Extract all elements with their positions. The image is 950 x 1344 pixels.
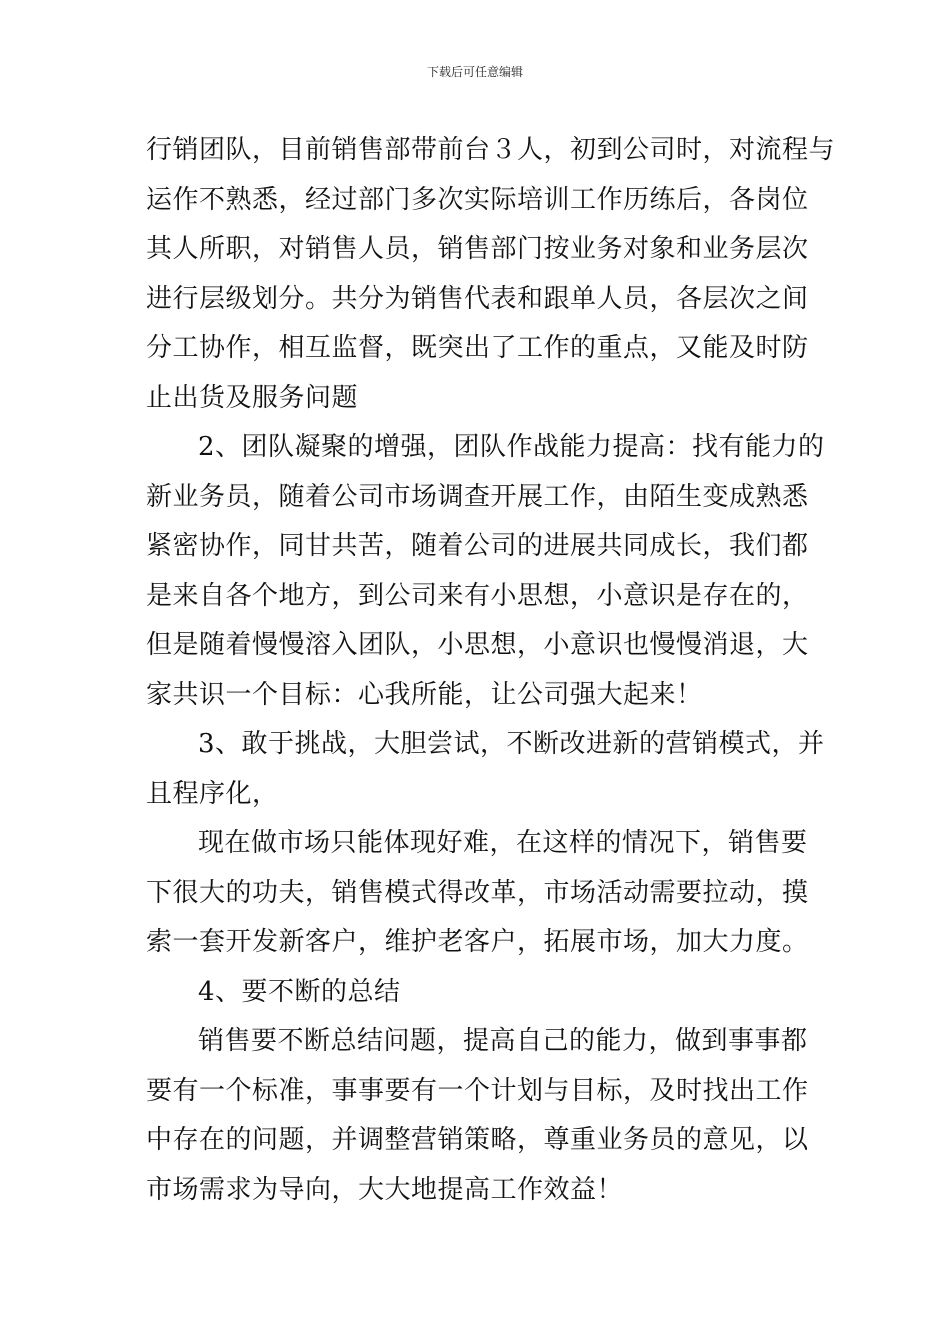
text-line: 进行层级划分。共分为销售代表和跟单人员，各层次之间 — [146, 283, 809, 314]
text-line: 紧密协作，同甘共苦，随着公司的进展共同成长，我们都 — [146, 531, 809, 561]
text-line: 但是随着慢慢溶入团队，小思想，小意识也慢慢消退，大 — [146, 630, 809, 660]
section-3-heading-line: 3、敢于挑战，大胆尝试，不断改进新的营销模式，并 — [198, 729, 825, 759]
section-2-heading-line: 2、团队凝聚的增强，团队作战能力提高：找有能力的 — [198, 432, 825, 462]
document-body — [146, 126, 836, 1215]
text-line: 家共识一个目标：心我所能，让公司强大起来！ — [146, 679, 703, 710]
text-line: 止出货及服务问题 — [146, 382, 359, 413]
text-line: 分工协作，相互监督，既突出了工作的重点，又能及时防 — [146, 333, 809, 363]
paragraph-start-line: 现在做市场只能体现好难，在这样的情况下，销售要 — [198, 828, 808, 858]
paragraph-start-line: 销售要不断总结问题，提高自己的能力，做到事事都 — [198, 1026, 808, 1056]
text-line: 运作不熟悉，经过部门多次实际培训工作历练后，各岗位 — [146, 184, 809, 215]
text-line: 是来自各个地方，到公司来有小思想，小意识是存在的， — [146, 580, 809, 611]
text-line: 行销团队，目前销售部带前台３人，初到公司时，对流程与 — [146, 135, 836, 165]
section-4-heading-line: 4、要不断的总结 — [198, 976, 401, 1007]
text-line: 索一套开发新客户，维护老客户，拓展市场，加大力度。 — [146, 927, 809, 957]
text-line: 新业务员，随着公司市场调查开展工作，由陌生变成熟悉 — [146, 481, 809, 512]
text-line: 要有一个标准，事事要有一个计划与目标，及时找出工作 — [146, 1075, 809, 1106]
text-line: 且程序化， — [146, 778, 279, 809]
page-header: 下载后可任意编辑 — [426, 65, 523, 79]
text-line: 下很大的功夫，销售模式得改革，市场活动需要拉动，摸 — [146, 877, 809, 908]
text-line: 市场需求为导向，大大地提高工作效益！ — [146, 1174, 624, 1205]
text-line: 其人所职，对销售人员，销售部门按业务对象和业务层次 — [146, 234, 809, 264]
text-line: 中存在的问题，并调整营销策略，尊重业务员的意见，以 — [146, 1125, 809, 1155]
